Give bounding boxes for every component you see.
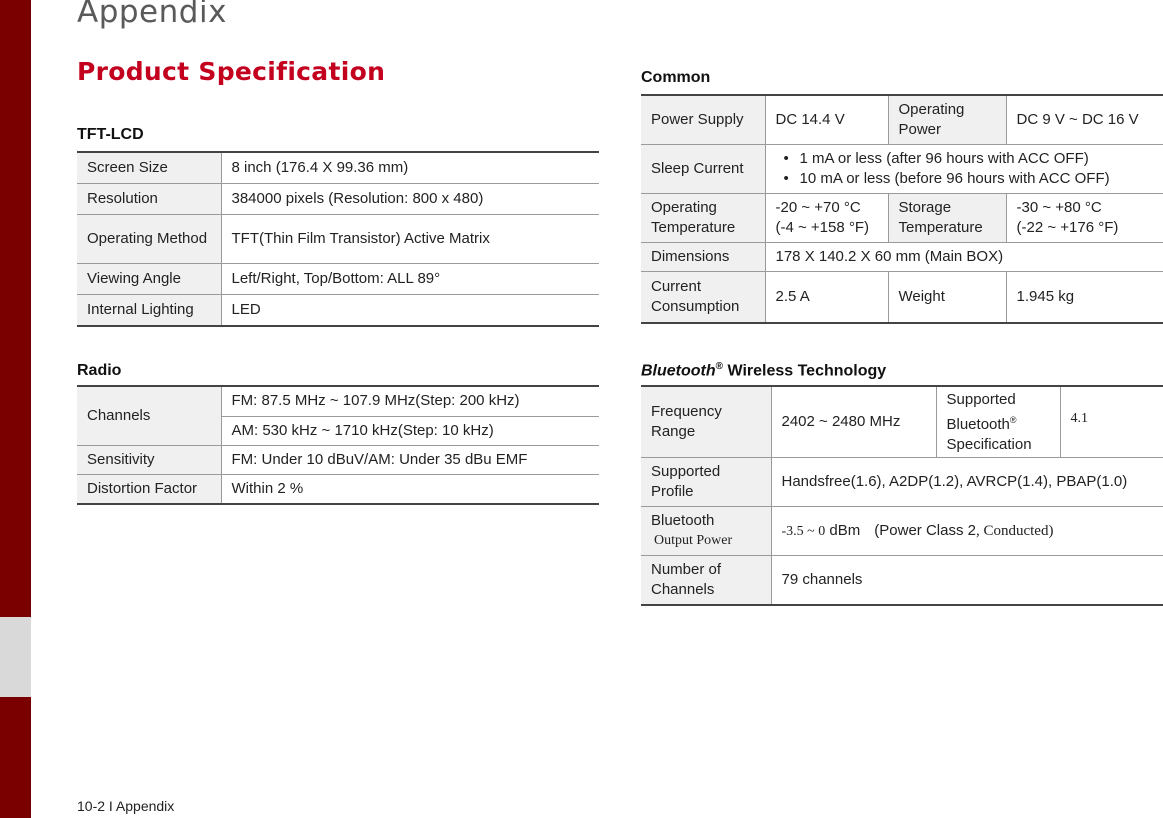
operating-temp-f: (-4 ~ +158 °F): [775, 219, 870, 236]
sensitivity-label: Sensitivity: [77, 446, 221, 475]
dimensions-value: 178 X 140.2 X 60 mm (Main BOX): [765, 243, 1163, 272]
registered-mark: ®: [715, 361, 724, 372]
operating-power-label: Operating Power: [888, 95, 1006, 145]
bt-spec-label-text: Supported Bluetooth: [946, 390, 1016, 433]
side-bar: [0, 0, 31, 818]
table-row: [77, 446, 599, 475]
dimensions-label: Dimensions: [641, 243, 765, 272]
bluetooth-title-italic: Bluetooth: [641, 362, 716, 380]
output-power-label-1: Bluetooth: [651, 512, 715, 529]
operating-temp-value: [765, 194, 888, 243]
registered-mark: ®: [1009, 414, 1017, 425]
table-row: [641, 386, 1163, 458]
weight-value: 1.945 kg: [1006, 272, 1163, 324]
side-bar-tab: [0, 617, 31, 697]
page-subtitle: Product Specification: [77, 57, 386, 86]
output-power-label-2: Output Power: [654, 533, 733, 548]
sensitivity-value: FM: Under 10 dBuV/AM: Under 35 dBu EMF: [221, 446, 599, 475]
output-power-cond: , Conducted): [975, 522, 1054, 539]
operating-temp-c: -20 ~ +70 °C: [775, 199, 861, 216]
bluetooth-title: [641, 361, 886, 380]
bt-spec-value: 4.1: [1060, 386, 1163, 458]
bt-spec-label: [936, 386, 1060, 458]
operating-power-value: DC 9 V ~ DC 16 V: [1006, 95, 1163, 145]
table-row: [641, 458, 1163, 507]
distortion-label: Distortion Factor: [77, 475, 221, 505]
sleep-current-label: Sleep Current: [641, 145, 765, 194]
output-power-value: [771, 507, 1163, 556]
bluetooth-title-rest: Wireless Technology: [723, 362, 887, 380]
power-supply-value: DC 14.4 V: [765, 95, 888, 145]
common-title: Common: [641, 69, 711, 86]
table-row: [641, 243, 1163, 272]
radio-title: Radio: [77, 362, 122, 379]
page-footer: 10-2 I Appendix: [77, 798, 175, 814]
output-power-range: -3.5 ~ 0: [781, 523, 826, 539]
sleep-current-item: • 1 mA or less (after 96 hours with ACC OFF): [790, 149, 1154, 169]
tft-row-value: TFT(Thin Film Transistor) Active Matrix: [221, 215, 599, 264]
table-row: [641, 272, 1163, 324]
tft-row-label: Operating Method: [77, 215, 221, 264]
table-row: [77, 264, 599, 295]
table-row: [641, 507, 1163, 556]
storage-temp-label: Storage Temperature: [888, 194, 1006, 243]
table-row: [641, 145, 1163, 194]
table-row: [77, 295, 599, 327]
frequency-range-value: 2402 ~ 2480 MHz: [771, 386, 936, 458]
output-power-label: [641, 507, 771, 556]
output-power-class: (Power Class 2: [874, 521, 976, 539]
tft-row-label: Screen Size: [77, 152, 221, 184]
fm-value: FM: 87.5 MHz ~ 107.9 MHz(Step: 200 kHz): [221, 386, 599, 416]
tft-row-value: 384000 pixels (Resolution: 800 x 480): [221, 184, 599, 215]
common-table: [641, 94, 1163, 324]
am-value: AM: 530 kHz ~ 1710 kHz(Step: 10 kHz): [221, 416, 599, 446]
frequency-range-label: Frequency Range: [641, 386, 771, 458]
supported-profile-value: Handsfree(1.6), A2DP(1.2), AVRCP(1.4), PBAP(1.0): [771, 458, 1163, 507]
table-row: [77, 184, 599, 215]
distortion-value: Within 2 %: [221, 475, 599, 505]
tft-row-value: LED: [221, 295, 599, 327]
table-row: [77, 152, 599, 184]
storage-temp-c: -30 ~ +80 °C: [1016, 199, 1102, 216]
bluetooth-table: [641, 385, 1163, 606]
table-row: [641, 95, 1163, 145]
tft-row-label: Viewing Angle: [77, 264, 221, 295]
page-title: Appendix: [77, 0, 227, 30]
table-row: [77, 475, 599, 505]
storage-temp-f: (-22 ~ +176 °F): [1016, 219, 1119, 236]
sleep-current-value: [765, 145, 1163, 194]
tft-table: [77, 151, 599, 327]
table-row: [77, 215, 599, 264]
output-power-unit: dBm: [825, 521, 861, 539]
tft-row-value: 8 inch (176.4 X 99.36 mm): [221, 152, 599, 184]
channels-label: Channels: [77, 386, 221, 446]
operating-temp-label: Operating Temperature: [641, 194, 765, 243]
sleep-current-item: • 10 mA or less (before 96 hours with ACC OFF): [790, 169, 1154, 189]
current-consumption-label: Current Consumption: [641, 272, 765, 324]
tft-row-label: Internal Lighting: [77, 295, 221, 327]
current-consumption-value: 2.5 A: [765, 272, 888, 324]
table-row: [77, 386, 599, 416]
supported-profile-label: Supported Profile: [641, 458, 771, 507]
channels-count-label: Number of Channels: [641, 556, 771, 606]
bt-spec-label-text-2: Specification: [946, 435, 1032, 453]
tft-row-value: Left/Right, Top/Bottom: ALL 89°: [221, 264, 599, 295]
power-supply-label: Power Supply: [641, 95, 765, 145]
table-row: [641, 556, 1163, 606]
weight-label: Weight: [888, 272, 1006, 324]
radio-table: [77, 385, 599, 505]
table-row: [641, 194, 1163, 243]
tft-row-label: Resolution: [77, 184, 221, 215]
channels-count-value: 79 channels: [771, 556, 1163, 606]
tft-title: TFT-LCD: [77, 126, 144, 143]
storage-temp-value: [1006, 194, 1163, 243]
